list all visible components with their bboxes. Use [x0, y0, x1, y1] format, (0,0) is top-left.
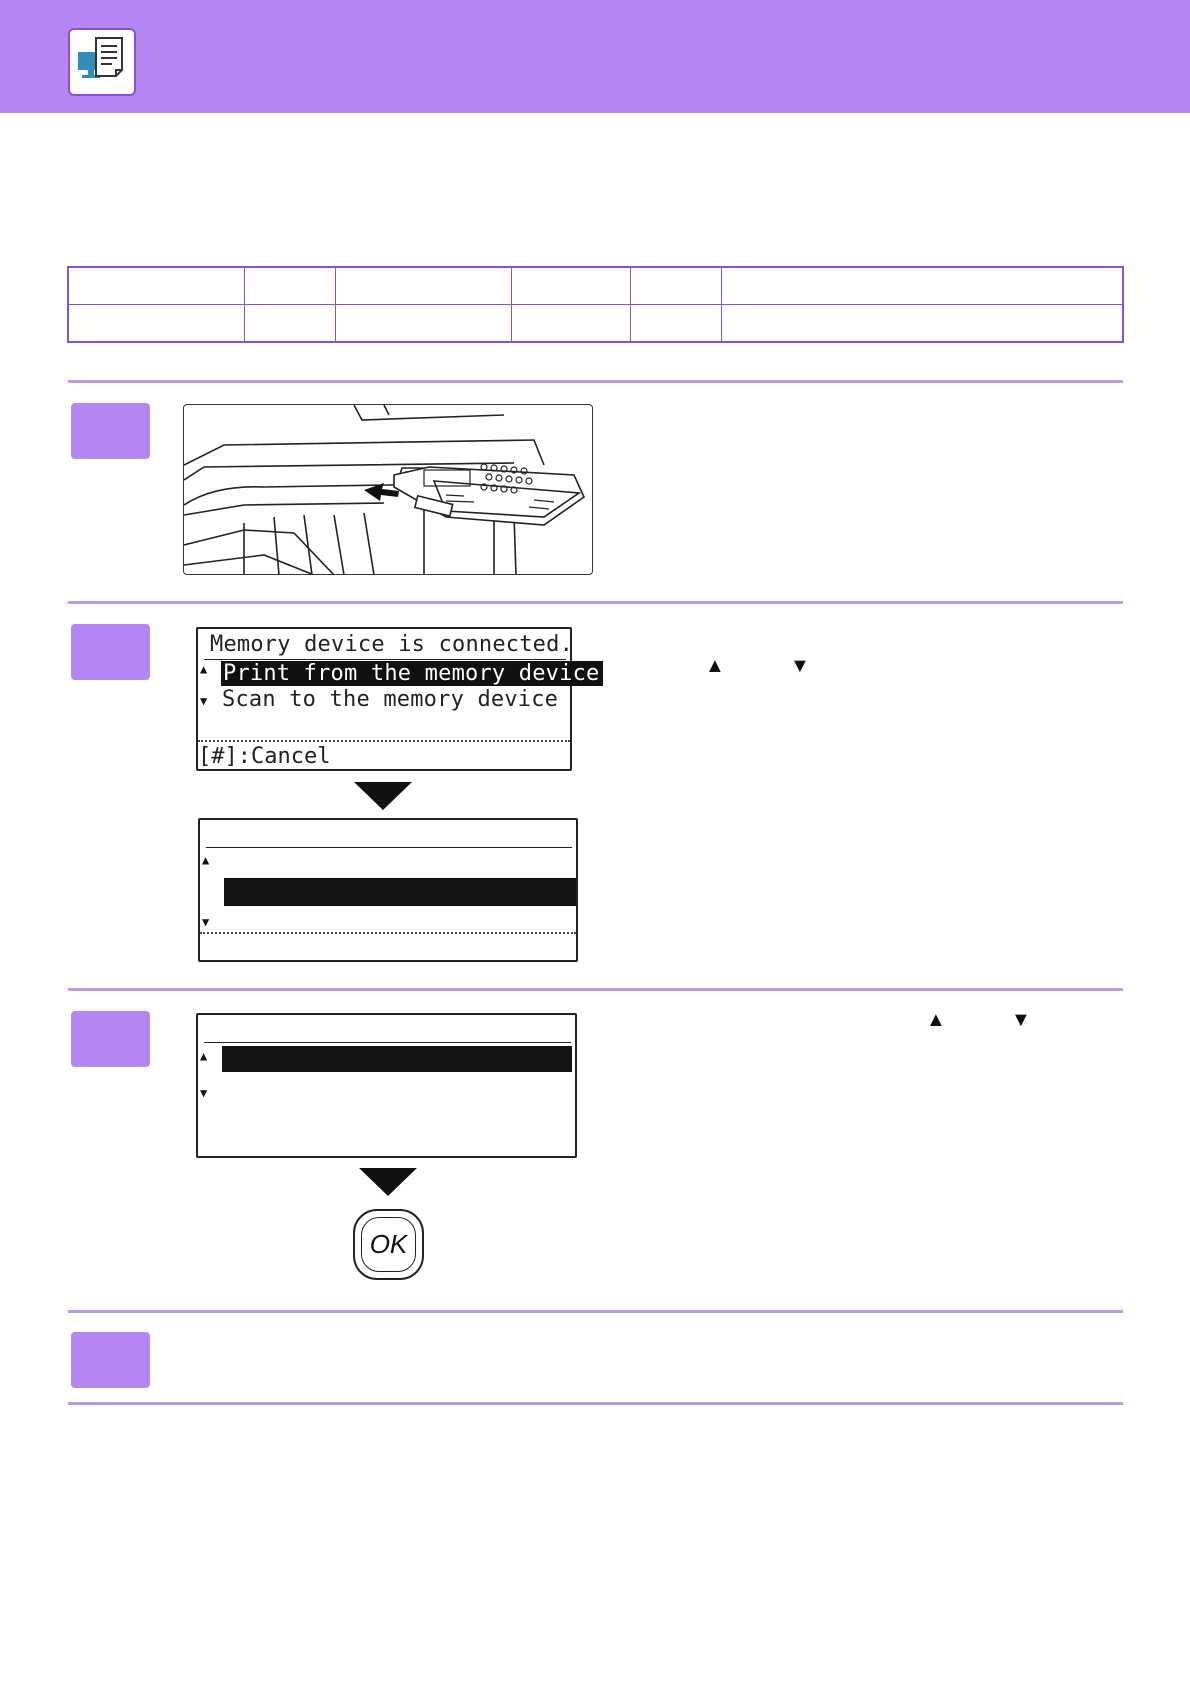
step-divider: [68, 1402, 1123, 1405]
computer-document-icon: [68, 28, 136, 96]
lcd-menu-item-scan: Scan to the memory device: [222, 687, 559, 712]
down-arrow-icon: [359, 1168, 417, 1196]
lcd-selected-item-label: Print from the memory device: [221, 661, 603, 686]
up-key-icon: ▲: [705, 655, 725, 677]
lcd-screen-memory-connected: [196, 627, 600, 771]
lcd-title-rule: [204, 1042, 571, 1043]
spec-cell: [512, 267, 631, 305]
step-1-badge: [71, 403, 150, 459]
spec-cell: [722, 305, 1124, 343]
spec-cell: [68, 267, 245, 305]
lcd-title-rule: [206, 847, 572, 848]
lcd-title: Memory device is connected.: [210, 632, 574, 657]
spec-cell: [512, 305, 631, 343]
ok-key-label: OK: [361, 1217, 416, 1272]
step-divider: [68, 601, 1123, 604]
lcd-screen-print-menu: [198, 818, 578, 962]
scroll-down-icon: ▼: [200, 1086, 208, 1100]
lcd-highlight-bar: [222, 1046, 572, 1072]
lcd-title-rule: [204, 659, 566, 660]
step-divider: [68, 988, 1123, 991]
down-key-icon: ▼: [1011, 1009, 1031, 1031]
spec-cell: [245, 305, 336, 343]
spec-cell: [631, 267, 722, 305]
step-2-badge: [71, 624, 150, 680]
lcd-dotted-separator: [200, 932, 576, 934]
spec-cell: [336, 305, 512, 343]
spec-table: [67, 266, 1124, 343]
step-4-badge: [71, 1332, 150, 1388]
down-key-icon: ▼: [790, 655, 810, 677]
lcd-dotted-separator: [198, 740, 570, 742]
scroll-down-icon: ▼: [202, 915, 210, 929]
usb-memory-insert-illustration: [183, 404, 593, 575]
scroll-down-icon: ▼: [200, 694, 208, 708]
lcd-screen-file-select: [196, 1013, 577, 1158]
scroll-up-icon: ▲: [200, 662, 208, 676]
step-divider: [68, 380, 1123, 383]
spec-cell: [336, 267, 512, 305]
header-bar: [0, 0, 1190, 113]
step-divider: [68, 1310, 1123, 1313]
spec-cell: [245, 267, 336, 305]
lcd-cancel-hint: [#]:Cancel: [198, 744, 331, 769]
down-arrow-icon: [354, 782, 412, 810]
lcd-highlight-bar: [224, 878, 576, 906]
step-3-badge: [71, 1011, 150, 1067]
ok-key-icon: [353, 1209, 424, 1280]
spec-cell: [631, 305, 722, 343]
scroll-up-icon: ▲: [200, 1049, 208, 1063]
scroll-up-icon: ▲: [202, 853, 210, 867]
lcd-menu-item-print: [221, 661, 603, 687]
spec-cell: [68, 305, 245, 343]
spec-cell: [722, 267, 1124, 305]
up-key-icon: ▲: [926, 1009, 946, 1031]
